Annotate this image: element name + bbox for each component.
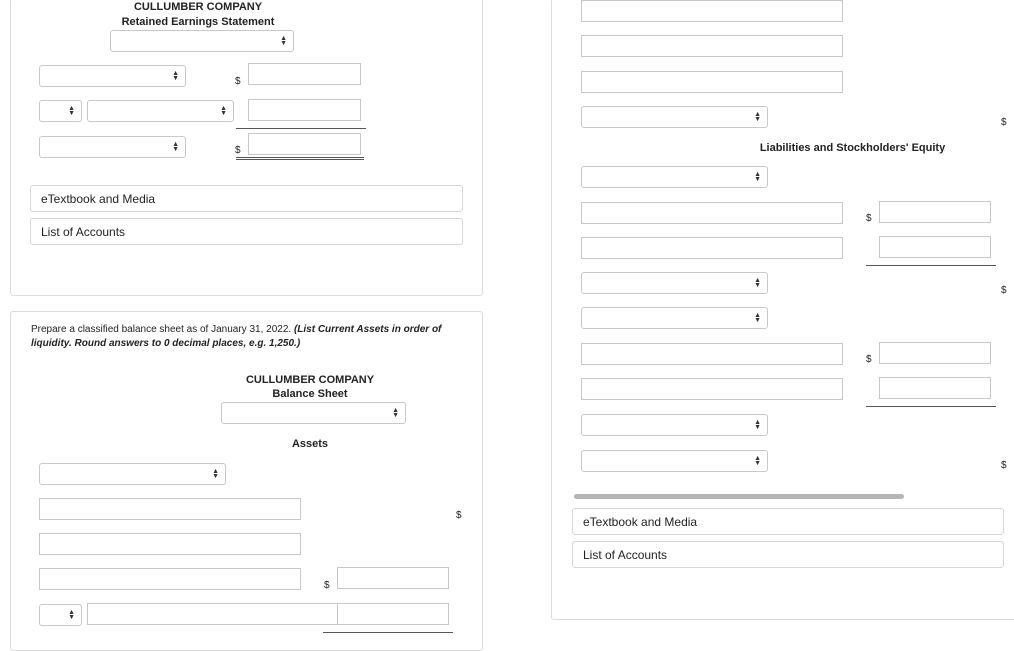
right-row10-input[interactable] [581,343,843,365]
retained-date-select[interactable] [110,30,294,52]
right-row13-select[interactable] [581,450,768,472]
retained-row3-amount[interactable] [248,133,361,155]
dollar-sign: $ [456,510,462,521]
total-double-rule [236,157,364,160]
dollar-sign: $ [1001,117,1007,128]
retained-row2-amount[interactable] [248,99,361,121]
right-row6-amount[interactable] [879,201,991,223]
subtotal-rule [866,265,996,266]
select-caret-icon: ▲ ▼ [754,312,761,324]
select-caret-icon: ▲ ▼ [68,105,75,117]
select-caret-icon: ▲ ▼ [754,277,761,289]
asset-category-select[interactable] [39,463,226,485]
asset-row4-amount[interactable] [337,603,449,625]
asset-row1-input[interactable] [39,498,301,520]
right-row7-input[interactable] [581,237,843,259]
retained-row2-operator-select[interactable] [39,100,82,122]
select-caret-icon: ▲ ▼ [212,468,219,480]
select-caret-icon: ▲ ▼ [754,111,761,123]
balance-date-select[interactable] [221,402,406,424]
right-row6-input[interactable] [581,202,843,224]
liabilities-equity-heading: Liabilities and Stockholders' Equity [759,142,946,154]
list-of-accounts-link[interactable]: List of Accounts [30,218,463,245]
retained-statement-title: Retained Earnings Statement [121,16,275,28]
dollar-sign: $ [866,213,872,224]
select-caret-icon: ▲ ▼ [172,70,179,82]
right-row10-amount[interactable] [879,342,991,364]
select-caret-icon: ▲ ▼ [754,419,761,431]
retained-row1-amount[interactable] [248,63,361,85]
right-row4-select[interactable] [581,106,768,128]
right-row1-input[interactable] [581,0,843,22]
right-row8-select[interactable] [581,272,768,294]
instructions-text [31,323,451,351]
dollar-sign: $ [324,580,330,591]
asset-row2-input[interactable] [39,533,301,555]
asset-row4-operator-select[interactable] [39,604,82,626]
list-of-accounts-link-right[interactable]: List of Accounts [572,541,1004,568]
instructions-main: Prepare a classified balance sheet as of January 31, 2022. [31,324,292,335]
etextbook-media-link[interactable]: eTextbook and Media [30,185,463,212]
asset-row3-input[interactable] [39,568,301,590]
right-row3-input[interactable] [581,71,843,93]
subtotal-rule [236,128,366,129]
select-caret-icon: ▲ ▼ [754,455,761,467]
retained-row3-select[interactable] [39,136,186,158]
retained-row1-select[interactable] [39,65,186,87]
select-caret-icon: ▲ ▼ [280,35,287,47]
select-caret-icon: ▲ ▼ [172,141,179,153]
dollar-sign: $ [1001,460,1007,471]
right-row7-amount[interactable] [879,236,991,258]
asset-row3-amount[interactable] [337,567,449,589]
subtotal-rule [866,406,996,407]
subtotal-rule [323,632,453,633]
right-row2-input[interactable] [581,35,843,57]
dollar-sign: $ [1001,285,1007,296]
select-caret-icon: ▲ ▼ [220,105,227,117]
right-row9-select[interactable] [581,307,768,329]
horizontal-scrollbar[interactable] [574,494,904,499]
right-row11-input[interactable] [581,378,843,400]
assets-heading: Assets [291,438,329,450]
retained-row2-select[interactable] [87,100,234,122]
select-caret-icon: ▲ ▼ [392,407,399,419]
select-caret-icon: ▲ ▼ [68,609,75,621]
select-caret-icon: ▲ ▼ [754,171,761,183]
dollar-sign: $ [235,76,241,87]
balance-sheet-title: Balance Sheet [272,388,348,400]
right-row11-amount[interactable] [879,377,991,399]
etextbook-media-link-right[interactable]: eTextbook and Media [572,508,1004,535]
right-row12-select[interactable] [581,414,768,436]
dollar-sign: $ [866,354,872,365]
instructions-emphasis: (List Current Assets in order of liquidity. Round answers to 0 decimal places, e.g. 1,250.) [31,324,442,349]
right-row5-select[interactable] [581,166,768,188]
dollar-sign: $ [235,145,241,156]
retained-company-name: CULLUMBER COMPANY [133,1,263,13]
balance-company-name: CULLUMBER COMPANY [245,374,375,386]
asset-row4-input[interactable] [87,603,349,625]
